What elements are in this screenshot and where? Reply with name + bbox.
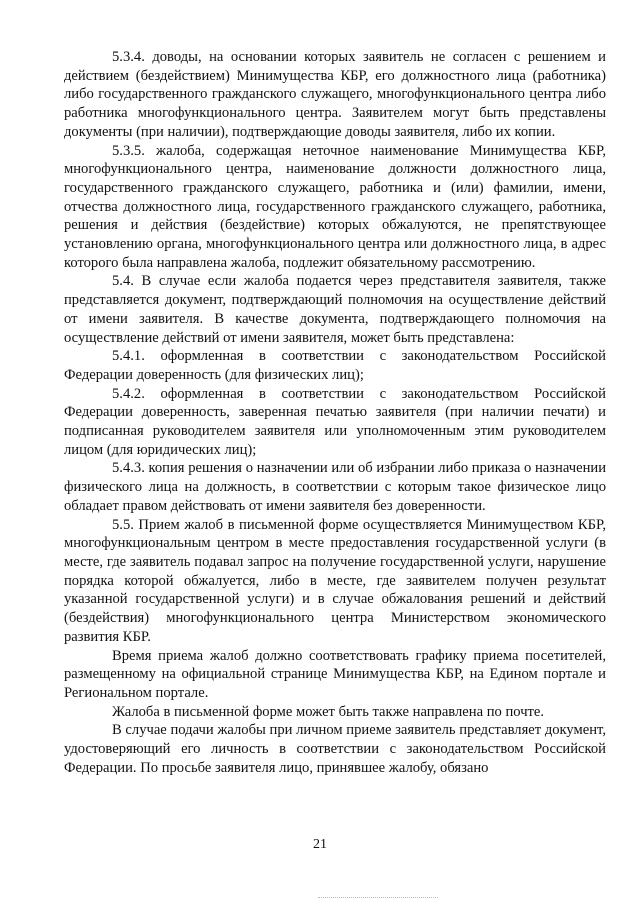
paragraph-postal-complaint: Жалоба в письменной форме может быть также направлена по почте. bbox=[112, 703, 545, 720]
document-body bbox=[64, 48, 606, 777]
paragraph-5-5: 5.5. Прием жалоб в письменной форме осуществляется Минимуществом КБР, многофункциональным центром в месте предоставления государственной услуги (в месте, где заявитель подавал запрос на получение государственной услуги, нарушение порядка которой обжалуется, либо в месте, где заявителем получен результат указанной государственной услуги) и в случае обжалования решений и действий (бездействия) многофункционального центра Министерством экономического развития КБР. bbox=[64, 516, 606, 645]
paragraph-5-4-1: 5.4.1. оформленная в соответствии с законодательством Российской Федерации доверенность (для физических лиц); bbox=[64, 348, 606, 383]
paragraph-5-4: 5.4. В случае если жалоба подается через представителя заявителя, также представляется документ, подтверждающий полномочия на осуществление действий от имени заявителя. В качестве документа, подтверждающего полномочия на осуществление действий от имени заявителя, может быть представлена: bbox=[64, 273, 606, 346]
paragraph-5-3-4: 5.3.4. доводы, на основании которых заявитель не согласен с решением и действием (бездействием) Минимущества КБР, его должностного лица (работника) либо государственного гражданского служащего, многофункционального центра либо работника многофункционального центра. Заявителем могут быть представлены документы (при наличии), подтверждающие доводы заявителя, либо их копии. bbox=[64, 49, 606, 140]
scan-artifact-line bbox=[318, 897, 438, 900]
paragraph-5-4-3: 5.4.3. копия решения о назначении или об избрании либо приказа о назначении физического лица на должность, в соответствии с которым такое физическое лицо обладает правом действовать от имени заявителя без доверенности. bbox=[64, 460, 606, 514]
paragraph-personal-reception: В случае подачи жалобы при личном приеме заявитель представляет документ, удостоверяющий его личность в соответствии с законодательством Российской Федерации. По просьбе заявителя лицо, принявшее жалобу, обязано bbox=[64, 722, 606, 776]
paragraph-5-4-2: 5.4.2. оформленная в соответствии с законодательством Российской Федерации доверенность, заверенная печатью заявителя (при наличии печати) и подписанная руководителем заявителя или уполномоченным этим руководителем лицом (для юридических лиц); bbox=[64, 385, 606, 458]
paragraph-reception-time: Время приема жалоб должно соответствовать графику приема посетителей, размещенному на официальной странице Минимущества КБР, на Едином портале и Региональном портале. bbox=[64, 647, 606, 701]
page-number: 21 bbox=[313, 837, 327, 852]
paragraph-5-3-5: 5.3.5. жалоба, содержащая неточное наименование Минимущества КБР, многофункционального центра, наименование должности должностного лица, государственного гражданского служащего, работника и (или) фамилии, имени, отчества должностного лица, государственного гражданского служащего, работника, решения и действия (бездействие) которых обжалуются, не препятствующее установлению органа, многофункционального центра или должностного лица, в адрес которого была направлена жалоба, подлежит обязательному рассмотрению. bbox=[64, 142, 606, 271]
